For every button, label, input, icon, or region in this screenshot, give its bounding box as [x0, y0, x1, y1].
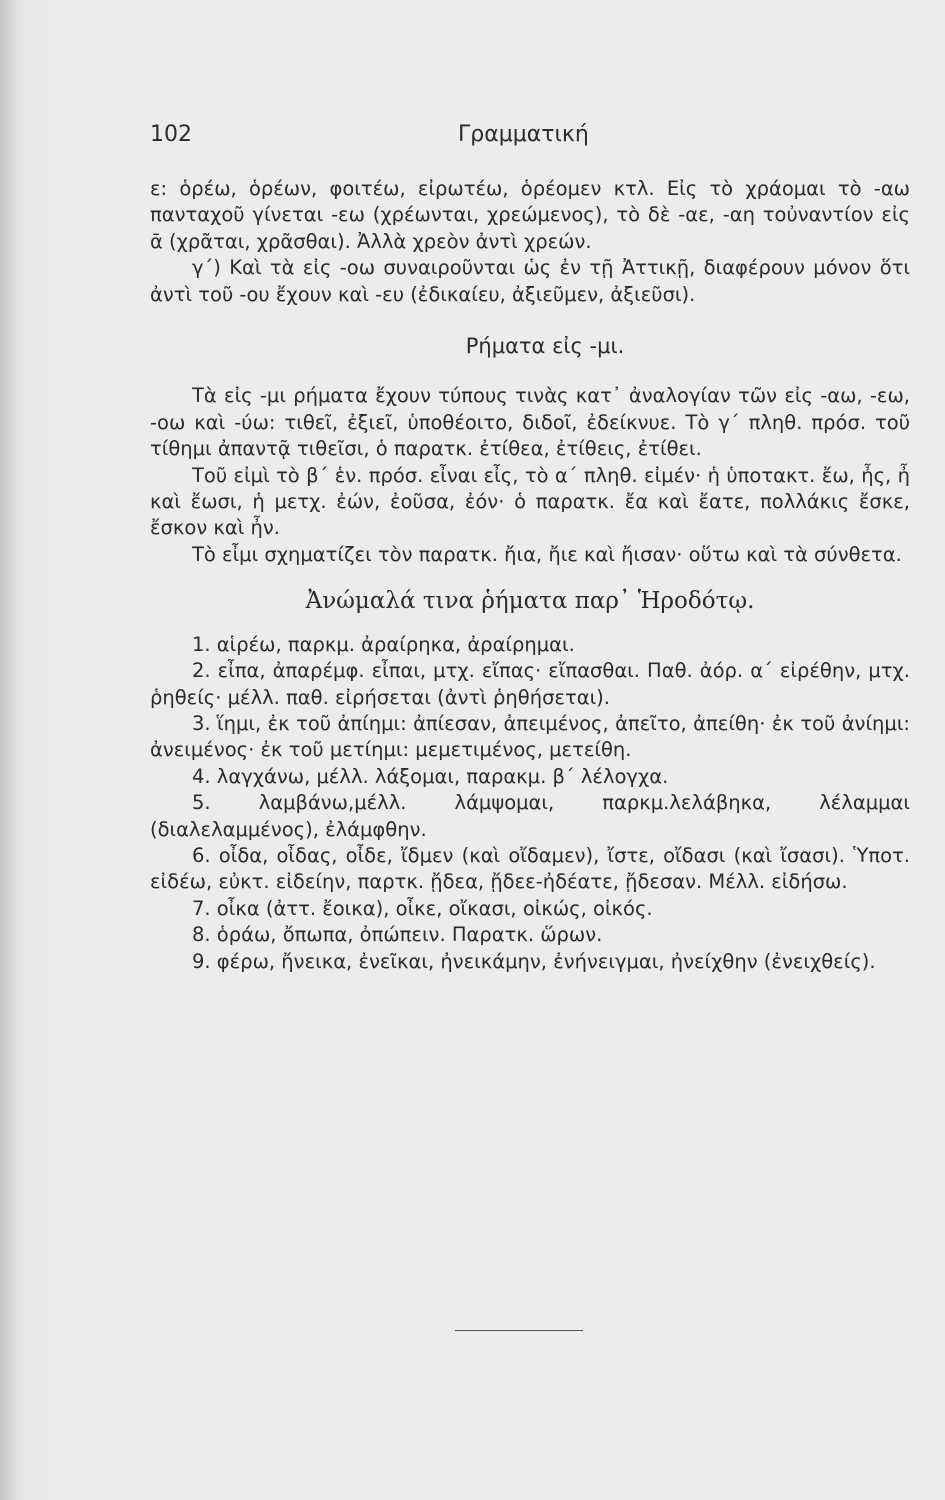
list-item: 6. οἶδα, οἶδας, οἶδε, ἴδμεν (καὶ οἴδαμεν), ἴστε, οἴδασι (καὶ ἴσασι). Ὑποτ. εἰδέω, εὐκτ. εἰδείην, παρτκ. ᾔδεα, ᾔδεε-ἠδέατε, ᾔδεσαν. Μέλλ. εἰδήσω.	[150, 843, 910, 894]
footnote-divider	[455, 1330, 583, 1331]
list-item: 7. οἶκα (ἀττ. ἔοικα), οἶκε, οἴκασι, οἰκώς, οἰκός.	[192, 896, 653, 920]
paragraph-mi-types: Τὰ εἰς -μι ρήματα ἔχουν τύπους τινὰς κατ᾽ ἀναλογίαν τῶν εἰς -αω, -εω, -οω καὶ -ύω: τιθεῖ, ἐξιεῖ, ὑποθέοιτο, διδοῖ, ἐδείκνυε. Τὸ γ´ πληθ. πρόσ. τοῦ τίθημι ἀπαντᾷ τιθεῖσι, ὁ παρατκ. ἐτίθεα, ἐτίθεις, ἐτίθει.	[150, 384, 910, 461]
list-item: 4. λαγχάνω, μέλλ. λάξομαι, παρακμ. β´ λέλογχα.	[192, 764, 669, 788]
paragraph-eimi: Τοῦ εἰμὶ τὸ β´ ἑν. πρόσ. εἶναι εἶς, τὸ α´ πληθ. εἰμέν· ἡ ὑποτακτ. ἔω, ἦς, ἦ καὶ ἔωσι, ἡ μετχ. ἐών, ἐοῦσα, ἐόν· ὁ παρατκ. ἔα καὶ ἔατε, πολλάκις ἔσκε, ἔσκον καὶ ἦν.	[150, 463, 910, 540]
paragraph-eimi-ibo: Τὸ εἶμι σχηματίζει τὸν παρατκ. ἤια, ἤιε καὶ ἤισαν· οὕτω καὶ τὰ σύνθετα.	[192, 542, 902, 566]
list-item: 8. ὁράω, ὄπωπα, ὀπώπειν. Παρατκ. ὥρων.	[192, 923, 603, 947]
body-text	[150, 176, 910, 975]
page-header	[150, 122, 910, 158]
section-heading-mi-verbs: Ρήματα εἰς -μι.	[465, 334, 625, 359]
paragraph-continuation: ε: ὁρέω, ὁρέων, φοιτέω, εἰρωτέω, ὁρέομεν κτλ. Εἰς τὸ χράομαι τὸ -αω πανταχοῦ γίνεται -εω (χρέωνται, χρεώμενος), τὸ δὲ -αε, -αη τοὐναντίον εἰς ᾱ (χρᾶται, χρᾶσθαι). Ἀλλὰ χρεὸν ἀντὶ χρεών.	[150, 177, 910, 253]
list-item: 3. ἵημι, ἐκ τοῦ ἀπίημι: ἀπίεσαν, ἀπειμένος, ἀπεῖτο, ἀπείθη· ἐκ τοῦ ἀνίημι: ἀνειμένος· ἐκ τοῦ μετίημι: μεμετιμένος, μετείθη.	[150, 711, 910, 762]
list-item: 1. αἱρέω, παρκμ. ἀραίρηκα, ἀραίρημαι.	[192, 632, 575, 656]
running-title: Γραμματική	[458, 122, 589, 147]
section-heading-irregular-verbs: Ἀνώμαλά τινα ῥήματα παρ᾽ Ἡροδότῳ.	[305, 588, 755, 615]
page-number: 102	[150, 122, 192, 147]
list-item: 5. λαμβάνω,μέλλ. λάμψομαι, παρκμ.λελάβηκα, λέλαμμαι (διαλελαμμένος), ἐλάμφθην.	[150, 791, 910, 841]
list-item: 9. φέρω, ἤνεικα, ἐνεῖκαι, ἠνεικάμην, ἐνήνειγμαι, ἠνείχθην (ἐνειχθείς).	[192, 949, 876, 973]
list-item: 2. εἶπα, ἀπαρέμφ. εἶπαι, μτχ. εἴπας· εἴπασθαι. Παθ. ἀόρ. α´ εἰρέθην, μτχ. ῥηθείς· μέλλ. παθ. εἰρήσεται (ἀντὶ ῥηθήσεται).	[150, 659, 910, 709]
paragraph-gamma: γ´) Καὶ τὰ εἰς -οω συναιροῦνται ὡς ἐν τῇ Ἀττικῇ, διαφέρουν μόνον ὅτι ἀντὶ τοῦ -ου ἔχουν καὶ -ευ (ἐδικαίευ, ἀξιεῦμεν, ἀξιεῦσι).	[150, 256, 910, 306]
page-edge-shadow	[0, 0, 18, 1500]
